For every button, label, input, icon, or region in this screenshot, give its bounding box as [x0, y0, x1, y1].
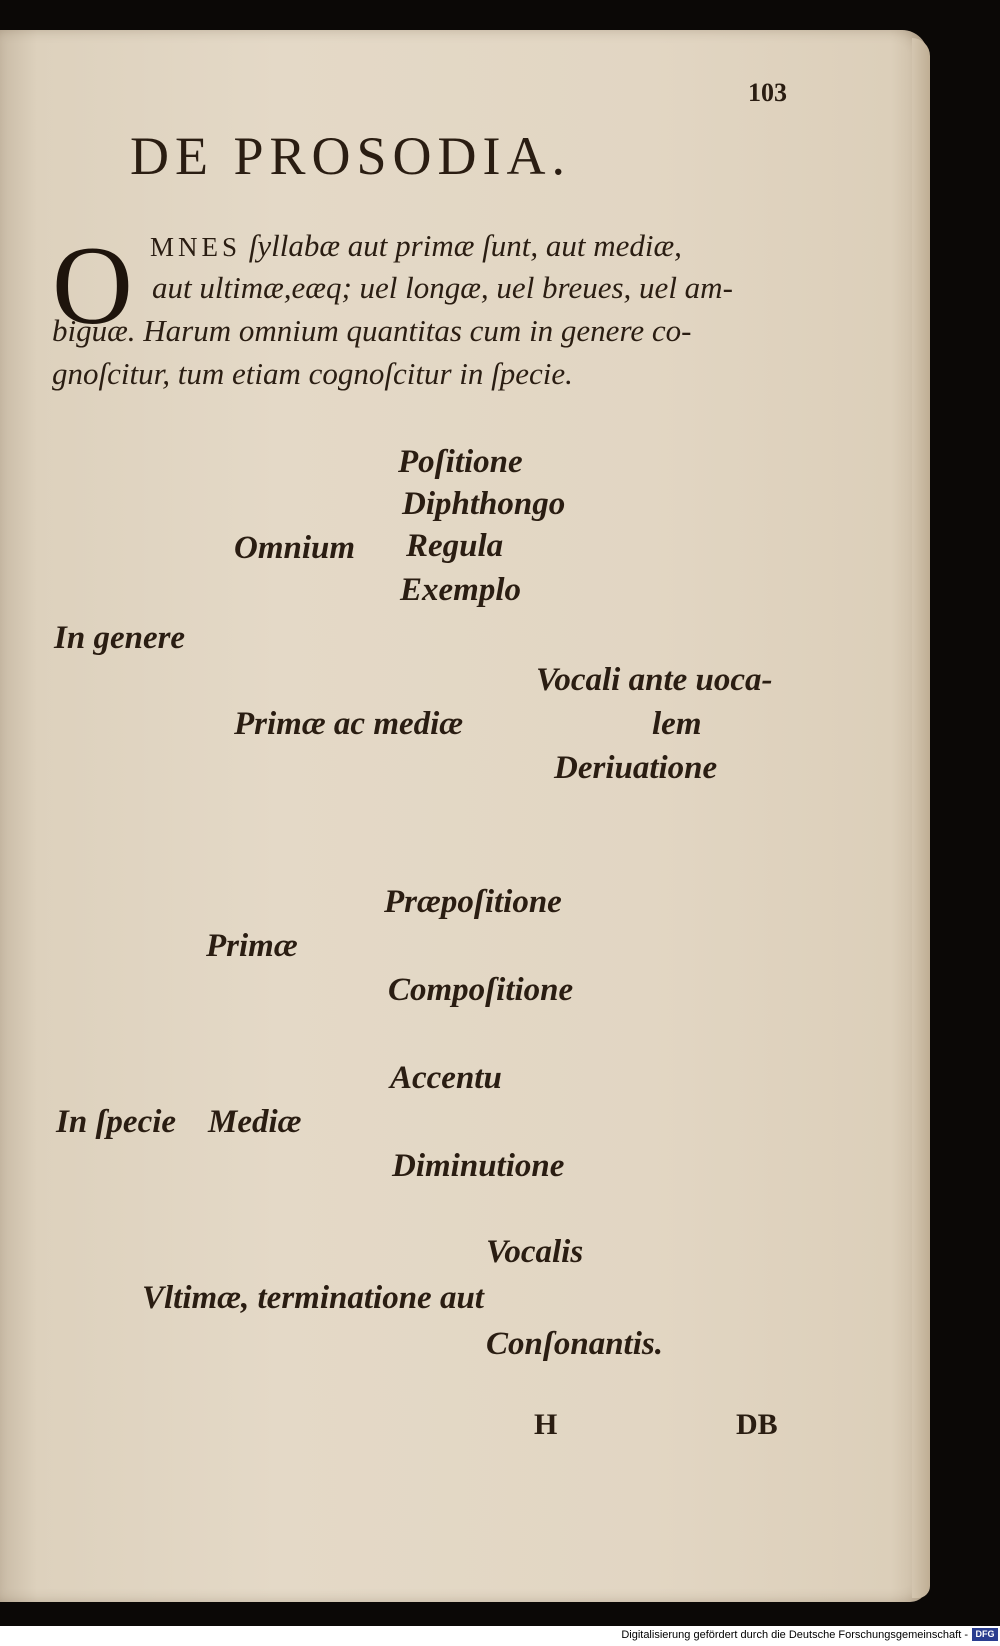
primae-item: Præpoſitione — [384, 884, 562, 920]
dfg-logo-icon: DFG — [972, 1628, 998, 1641]
omnium-item: Poſitione — [398, 444, 523, 480]
primae-item: Compoſitione — [388, 972, 574, 1008]
primae-mediae-item: lem — [652, 706, 702, 742]
ultimae-item: Vocalis — [486, 1234, 584, 1270]
page-title: DE PROSODIA. — [130, 126, 572, 186]
intro-caps: MNES — [150, 232, 242, 262]
in-genere-label: In genere — [54, 620, 186, 656]
primae-mediae-item: Vocali ante uoca- — [536, 662, 773, 698]
primae-label: Primæ — [206, 928, 298, 964]
omnium-label: Omnium — [234, 530, 356, 566]
intro-line-2: aut ultimæ,eæq; uel longæ, uel breues, uel am- — [152, 270, 733, 305]
drop-capital: O — [52, 224, 133, 348]
mediae-label: Mediæ — [208, 1104, 302, 1140]
intro-line-3: biguæ. Harum omnium quantitas cum in genere co- — [52, 313, 692, 348]
footer-credit: Digitalisierung gefördert durch die Deutsche Forschungsgemeinschaft - — [621, 1629, 968, 1641]
in-specie-label: In ſpecie — [56, 1104, 177, 1140]
omnium-item: Diphthongo — [402, 486, 566, 522]
book-page — [0, 30, 928, 1602]
primae-mediae-item: Deriuatione — [554, 750, 718, 786]
page-number: 103 — [748, 78, 787, 107]
mediae-item: Diminutione — [392, 1148, 565, 1184]
intro-line-1-text: ſyllabæ aut primæ ſunt, aut mediæ, — [248, 228, 682, 263]
intro-line-1 — [150, 228, 682, 264]
primae-mediae-label: Primæ ac mediæ — [234, 706, 464, 742]
omnium-item: Exemplo — [400, 572, 521, 608]
intro-line-4: gnoſcitur, tum etiam cognoſcitur in ſpecie. — [52, 356, 573, 391]
mediae-item: Accentu — [390, 1060, 502, 1096]
page-edge — [912, 38, 930, 1598]
signature-mark: H — [534, 1408, 558, 1441]
omnium-item: Regula — [406, 528, 504, 564]
ultimae-label: Vltimæ, terminatione aut — [142, 1280, 484, 1316]
catchword: DB — [736, 1408, 778, 1441]
ultimae-item: Conſonantis. — [486, 1326, 663, 1362]
